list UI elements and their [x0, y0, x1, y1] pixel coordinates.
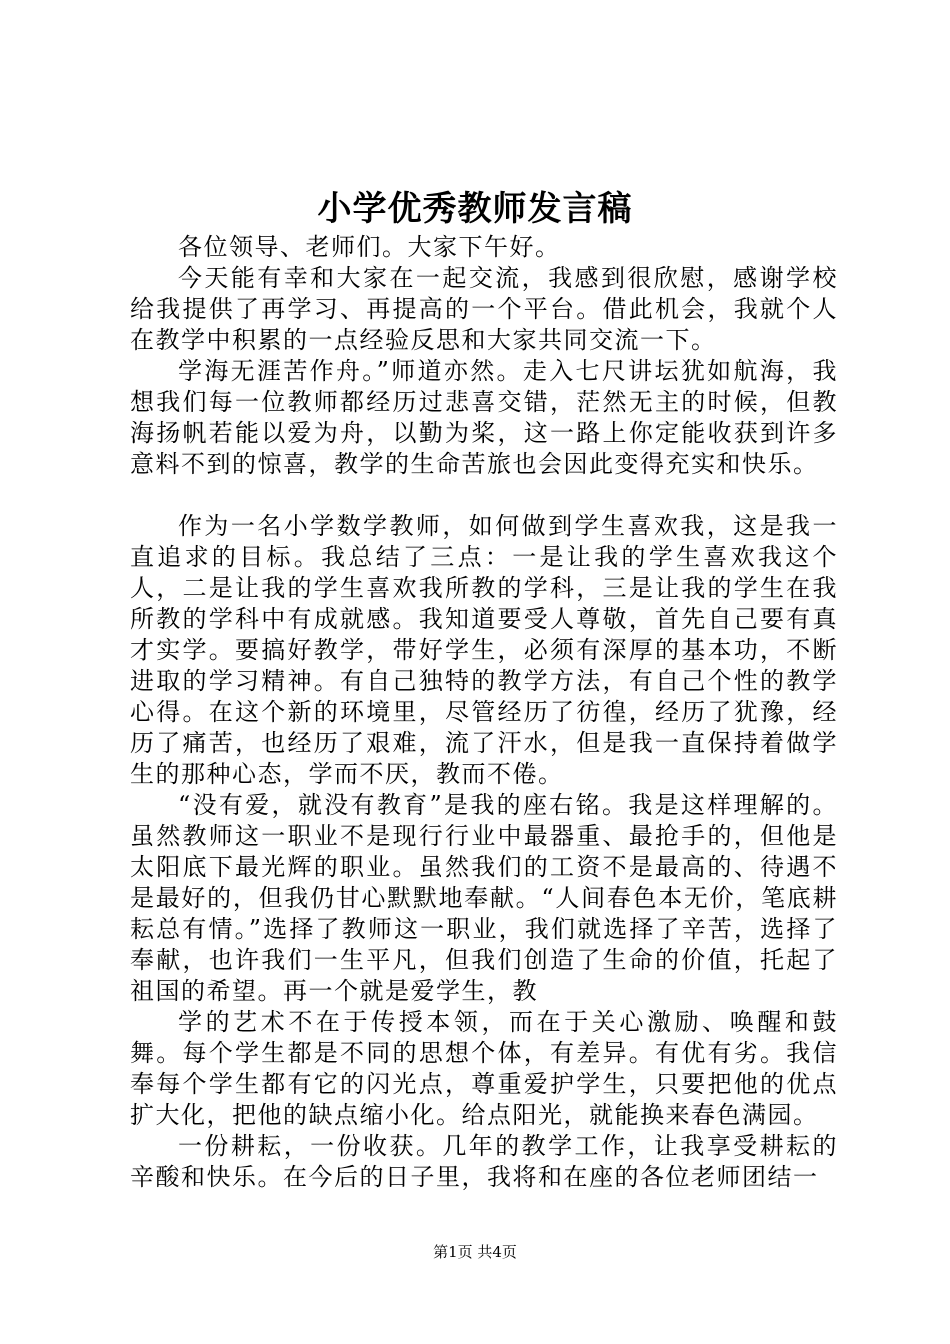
document-title: 小学优秀教师发言稿: [317, 189, 633, 229]
paragraph-harvest: 一份耕耘，一份收获。几年的教学工作，让我享受耕耘的辛酸和快乐。在今后的日子里，我将和在座的各位老师团结一: [130, 1132, 838, 1191]
paragraph-opening: 今天能有幸和大家在一起交流，我感到很欣慰，感谢学校给我提供了再学习、再提高的一个平台。借此机会，我就个人在教学中积累的一点经验反思和大家共同交流一下。: [130, 264, 838, 354]
paragraph-sea-of-learning: 学海无涯苦作舟。”师道亦然。走入七尺讲坛犹如航海，我想我们每一位教师都经历过悲喜交错，茫然无主的时候，但教海扬帆若能以爱为舟，以勤为桨，这一路上你定能收获到许多意料不到的惊喜，教学的生命苦旅也会因此变得充实和快乐。: [130, 357, 838, 478]
paragraph-teaching-art: 学的艺术不在于传授本领，而在于关心激励、唤醒和鼓舞。每个学生都是不同的思想个体，有差异。有优有劣。我信奉每个学生都有它的闪光点，尊重爱护学生，只要把他的优点扩大化，把他的缺点缩小化。给点阳光，就能换来春色满园。: [130, 1008, 838, 1129]
paragraph-math-teacher: 作为一名小学数学教师，如何做到学生喜欢我，这是我一直追求的目标。我总结了三点：一是让我的学生喜欢我这个人，二是让我的学生喜欢我所教的学科，三是让我的学生在我所教的学科中有成就感。我知道要受人尊敬，首先自己要有真才实学。要搞好教学，带好学生，必须有深厚的基本功，不断进取的学习精神。有自己独特的教学方法，有自己个性的教学心得。在这个新的环境里，尽管经历了彷徨，经历了犹豫，经历了痛苦，也经历了艰难，流了汗水，但是我一直保持着做学生的那种心态，学而不厌，教而不倦。: [130, 512, 838, 788]
document-body: [130, 232, 838, 1193]
paragraph-greeting: 各位领导、老师们。大家下午好。: [178, 233, 561, 261]
paragraph-love-education: “没有爱，就没有教育”是我的座右铭。我是这样理解的。虽然教师这一职业不是现行行业中最器重、最抢手的，但他是太阳底下最光辉的职业。虽然我们的工资不是最高的、待遇不是最好的，但我仍甘心默默地奉献。“人间春色本无价，笔底耕耘总有情。”选择了教师这一职业，我们就选择了辛苦，选择了奉献，也许我们一生平凡，但我们创造了生命的价值，托起了祖国的希望。再一个就是爱学生，教: [130, 791, 838, 1005]
page-footer: 第1页 共4页: [433, 1243, 517, 1261]
